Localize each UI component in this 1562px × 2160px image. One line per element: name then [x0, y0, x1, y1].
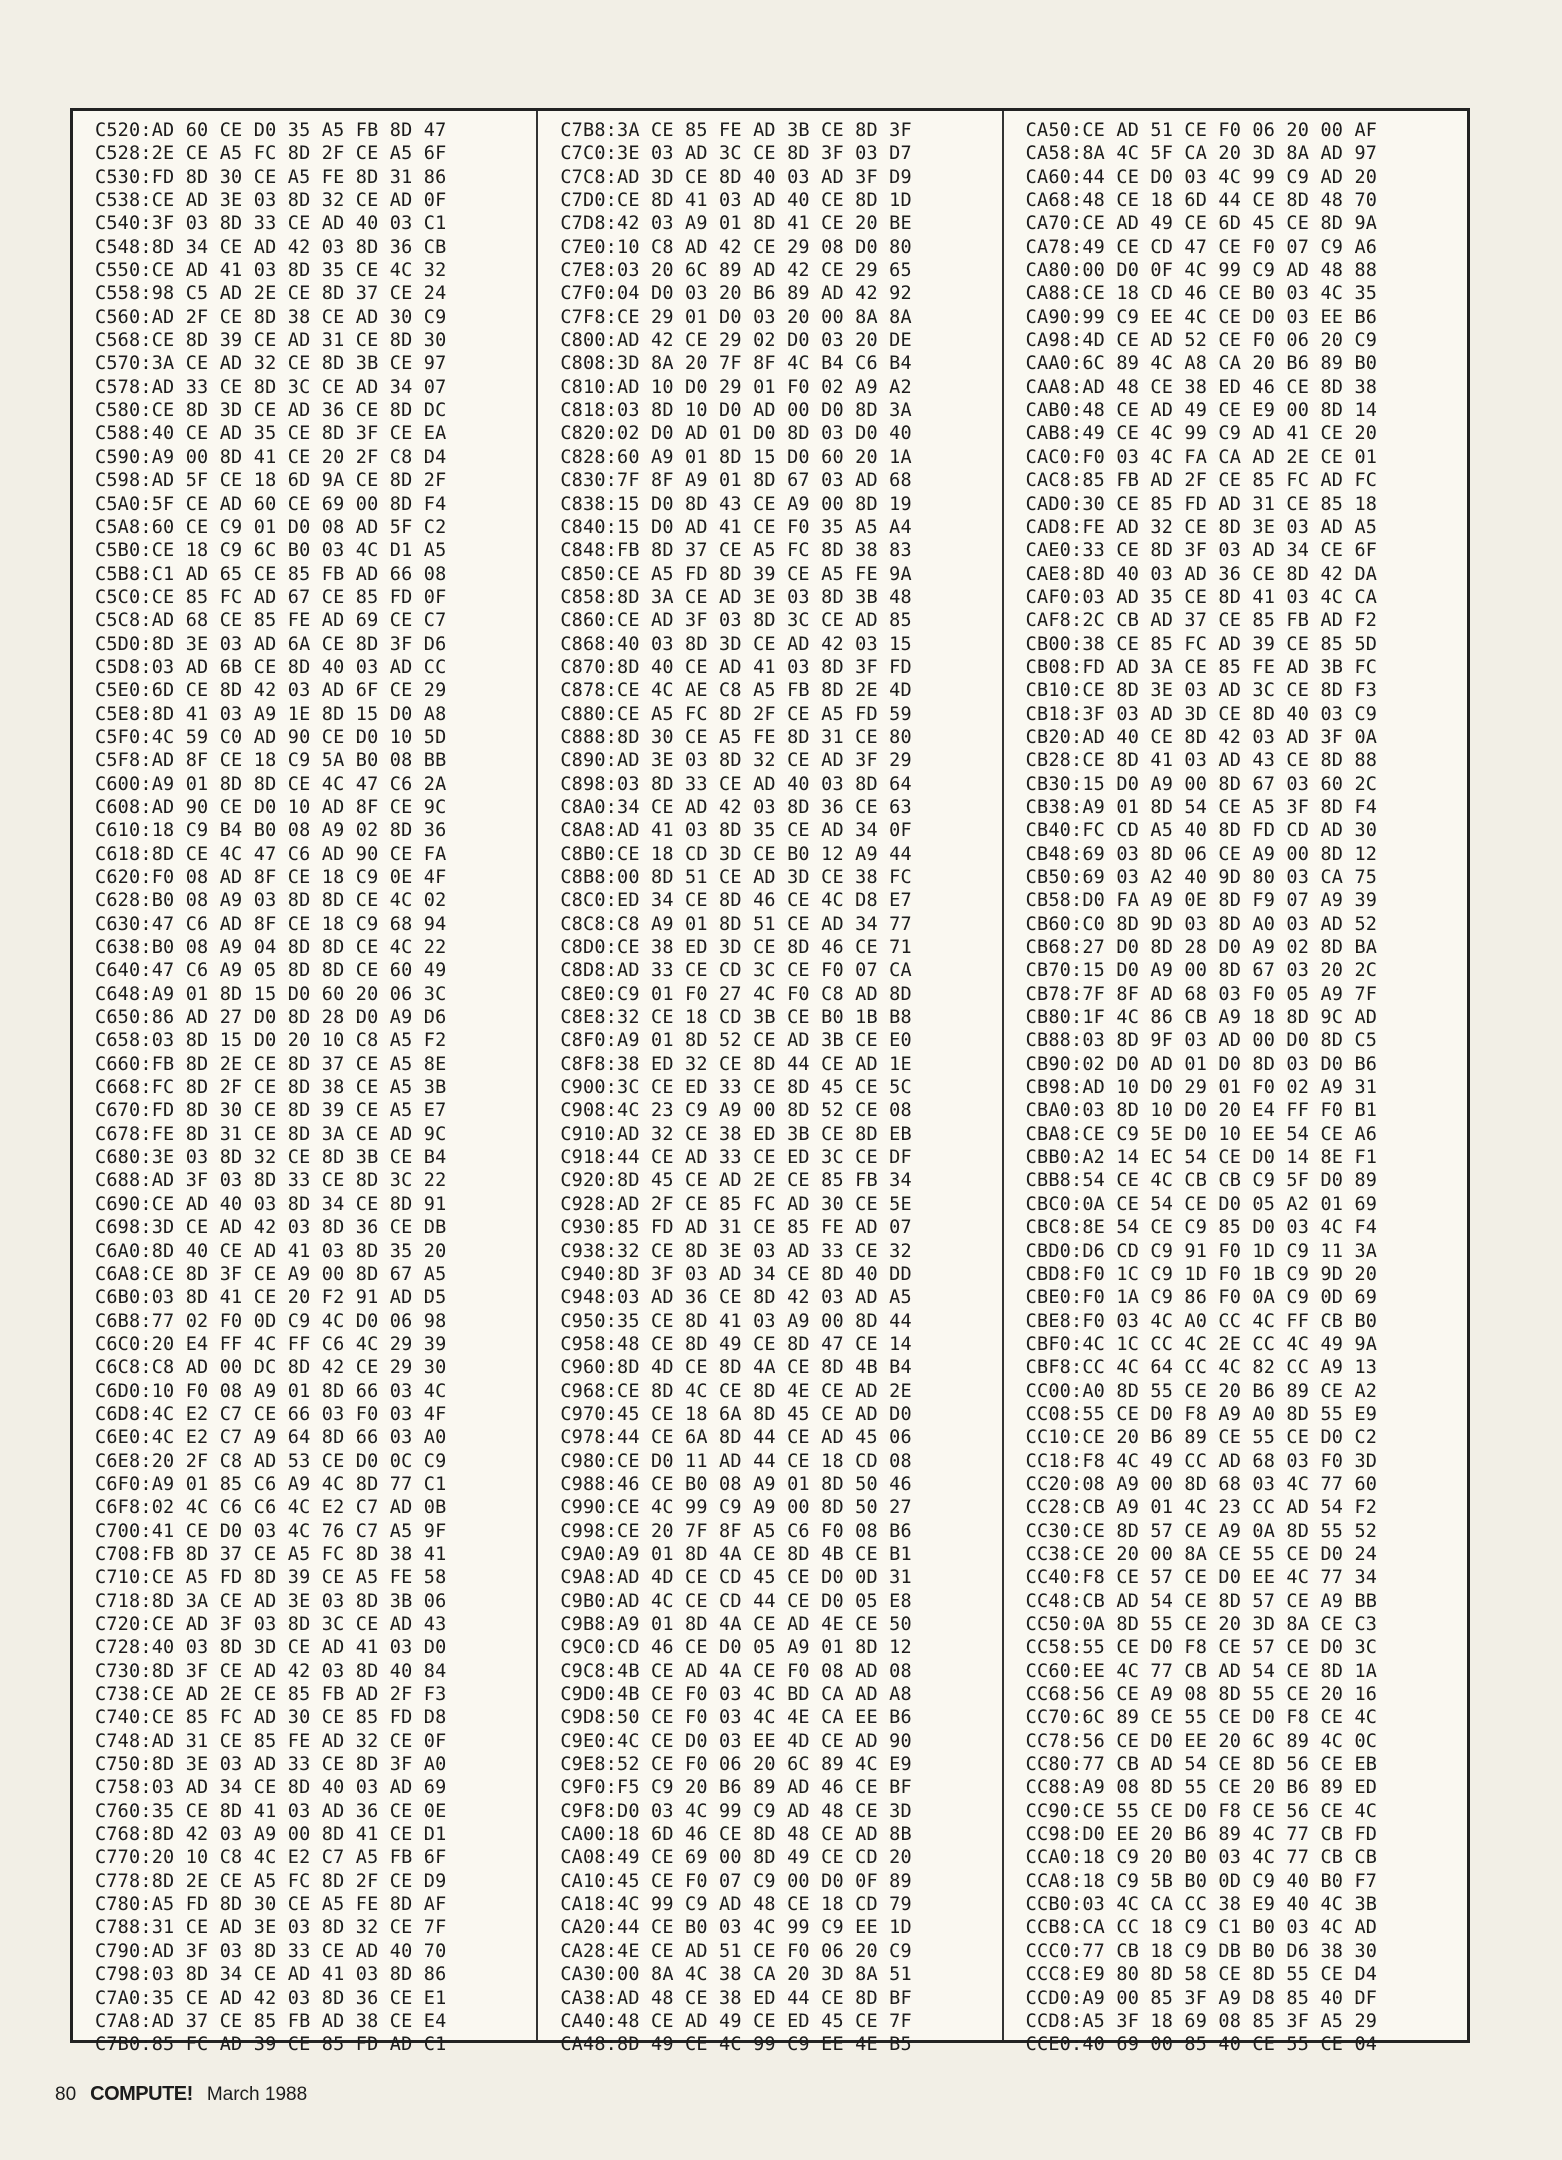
listing-line: C9E0:4C CE D0 03 EE 4D CE AD 90 — [560, 1730, 912, 1752]
listing-line: CAD8:FE AD 32 CE 8D 3E 03 AD A5 — [1025, 516, 1378, 538]
listing-line: C8B8:00 8D 51 CE AD 3D CE 38 FC — [560, 867, 912, 888]
listing-line: CB80:1F 4C 86 CB A9 18 8D 9C AD — [1025, 1007, 1378, 1029]
listing-line: C898:03 8D 33 CE AD 40 03 8D 64 — [560, 773, 912, 795]
listing-line: CB70:15 D0 A9 00 8D 67 03 20 2C — [1025, 960, 1378, 982]
listing-line: CB38:A9 01 8D 54 CE A5 3F 8D F4 — [1025, 796, 1378, 818]
listing-line: C658:03 8D 15 D0 20 10 C8 A5 F2 — [95, 1030, 447, 1052]
listing-line: CBB0:A2 14 EC 54 CE D0 14 8E F1 — [1025, 1147, 1378, 1169]
listing-line: C870:8D 40 CE AD 41 03 8D 3F FD — [560, 656, 912, 678]
listing-line: C878:CE 4C AE C8 A5 FB 8D 2E 4D — [560, 680, 912, 702]
listing-line: C7A0:35 CE AD 42 03 8D 36 CE E1 — [95, 1987, 447, 2009]
listing-line: C698:3D CE AD 42 03 8D 36 CE DB — [95, 1217, 447, 1239]
listing-line: C960:8D 4D CE 8D 4A CE 8D 4B B4 — [560, 1357, 912, 1379]
listing-line: C5A0:5F CE AD 60 CE 69 00 8D F4 — [95, 493, 447, 515]
listing-column-1 — [73, 111, 538, 2056]
listing-line: C900:3C CE ED 33 CE 8D 45 CE 5C — [560, 1077, 912, 1099]
listing-line: C560:AD 2F CE 8D 38 CE AD 30 C9 — [95, 306, 447, 328]
listing-line: C930:85 FD AD 31 CE 85 FE AD 07 — [560, 1217, 912, 1239]
listing-line: C748:AD 31 CE 85 FE AD 32 CE 0F — [95, 1730, 447, 1752]
listing-line: C710:CE A5 FD 8D 39 CE A5 FE 58 — [95, 1567, 447, 1589]
listing-line: CB58:D0 FA A9 0E 8D F9 07 A9 39 — [1025, 890, 1378, 912]
page-footer — [55, 2083, 307, 2106]
listing-line: C6E0:4C E2 C7 A9 64 8D 66 03 A0 — [95, 1427, 447, 1449]
listing-line: CBE8:F0 03 4C A0 CC 4C FF CB B0 — [1025, 1310, 1378, 1332]
listing-line: CA00:18 6D 46 CE 8D 48 CE AD 8B — [560, 1824, 912, 1846]
listing-line: CC40:F8 CE 57 CE D0 EE 4C 77 34 — [1025, 1567, 1378, 1589]
listing-line: C520:AD 60 CE D0 35 A5 FB 8D 47 — [95, 120, 447, 141]
listing-line: CB28:CE 8D 41 03 AD 43 CE 8D 88 — [1025, 750, 1378, 772]
listing-line: C678:FE 8D 31 CE 8D 3A CE AD 9C — [95, 1123, 447, 1145]
listing-line: C8C8:C8 A9 01 8D 51 CE AD 34 77 — [560, 913, 912, 935]
listing-line: C8A0:34 CE AD 42 03 8D 36 CE 63 — [560, 796, 912, 818]
listing-line: CB48:69 03 8D 06 CE A9 00 8D 12 — [1025, 843, 1378, 865]
listing-line: C648:A9 01 8D 15 D0 60 20 06 3C — [95, 983, 447, 1005]
listing-line: CBC0:0A CE 54 CE D0 05 A2 01 69 — [1025, 1193, 1378, 1215]
listing-line: CCE0:40 69 00 85 40 CE 55 CE 04 — [1025, 2034, 1378, 2056]
listing-line: CC50:0A 8D 55 CE 20 3D 8A CE C3 — [1025, 1614, 1378, 1635]
listing-line: CA18:4C 99 C9 AD 48 CE 18 CD 79 — [560, 1894, 912, 1916]
listing-line: CC20:08 A9 00 8D 68 03 4C 77 60 — [1025, 1473, 1378, 1495]
listing-line: C7A8:AD 37 CE 85 FB AD 38 CE E4 — [95, 2010, 447, 2032]
listing-line: C880:CE A5 FC 8D 2F CE A5 FD 59 — [560, 703, 912, 725]
listing-line: CC18:F8 4C 49 CC AD 68 03 F0 3D — [1025, 1450, 1378, 1472]
listing-line: CA70:CE AD 49 CE 6D 45 CE 8D 9A — [1025, 213, 1378, 235]
listing-line: CA08:49 CE 69 00 8D 49 CE CD 20 — [560, 1847, 912, 1869]
listing-line: C868:40 03 8D 3D CE AD 42 03 15 — [560, 633, 912, 655]
listing-line: C6A8:CE 8D 3F CE A9 00 8D 67 A5 — [95, 1263, 447, 1285]
listing-line: CB98:AD 10 D0 29 01 F0 02 A9 31 — [1025, 1077, 1378, 1099]
listing-line: C590:A9 00 8D 41 CE 20 2F C8 D4 — [95, 446, 447, 468]
listing-line: CAF0:03 AD 35 CE 8D 41 03 4C CA — [1025, 586, 1378, 608]
listing-line: CCC8:E9 80 8D 58 CE 8D 55 CE D4 — [1025, 1964, 1378, 1986]
listing-line: CAF8:2C CB AD 37 CE 85 FB AD F2 — [1025, 610, 1378, 632]
listing-line: C540:3F 03 8D 33 CE AD 40 03 C1 — [95, 213, 447, 235]
listing-line: C680:3E 03 8D 32 CE 8D 3B CE B4 — [95, 1147, 447, 1169]
program-listing — [70, 108, 1470, 2056]
listing-line: C770:20 10 C8 4C E2 C7 A5 FB 6F — [95, 1847, 447, 1869]
listing-line: CAC0:F0 03 4C FA CA AD 2E CE 01 — [1025, 446, 1378, 468]
listing-line: CB88:03 8D 9F 03 AD 00 D0 8D C5 — [1025, 1030, 1378, 1052]
listing-line: C888:8D 30 CE A5 FE 8D 31 CE 80 — [560, 726, 912, 748]
listing-line: C620:F0 08 AD 8F CE 18 C9 0E 4F — [95, 867, 447, 888]
listing-line: CA48:8D 49 CE 4C 99 C9 EE 4E B5 — [560, 2034, 912, 2056]
listing-line: CA50:CE AD 51 CE F0 06 20 00 AF — [1025, 120, 1378, 141]
listing-line: C5A8:60 CE C9 01 D0 08 AD 5F C2 — [95, 516, 447, 538]
listing-line: C640:47 C6 A9 05 8D 8D CE 60 49 — [95, 960, 447, 982]
listing-line: C668:FC 8D 2F CE 8D 38 CE A5 3B — [95, 1077, 447, 1099]
listing-line: CB50:69 03 A2 40 9D 80 03 CA 75 — [1025, 867, 1378, 888]
listing-line: C918:44 CE AD 33 CE ED 3C CE DF — [560, 1147, 912, 1169]
listing-line: C788:31 CE AD 3E 03 8D 32 CE 7F — [95, 1917, 447, 1939]
listing-line: C778:8D 2E CE A5 FC 8D 2F CE D9 — [95, 1870, 447, 1892]
listing-line: C758:03 AD 34 CE 8D 40 03 AD 69 — [95, 1777, 447, 1799]
listing-line: CA20:44 CE B0 03 4C 99 C9 EE 1D — [560, 1917, 912, 1939]
listing-line: C840:15 D0 AD 41 CE F0 35 A5 A4 — [560, 516, 912, 538]
listing-line: CC98:D0 EE 20 B6 89 4C 77 CB FD — [1025, 1824, 1378, 1846]
listing-line: C638:B0 08 A9 04 8D 8D CE 4C 22 — [95, 937, 447, 959]
listing-line: C8A8:AD 41 03 8D 35 CE AD 34 0F — [560, 820, 912, 842]
listing-line: C660:FB 8D 2E CE 8D 37 CE A5 8E — [95, 1053, 447, 1075]
listing-line: C860:CE AD 3F 03 8D 3C CE AD 85 — [560, 610, 912, 632]
listing-line: C9D8:50 CE F0 03 4C 4E CA EE B6 — [560, 1707, 912, 1729]
listing-line: C6A0:8D 40 CE AD 41 03 8D 35 20 — [95, 1240, 447, 1262]
listing-line: CCD0:A9 00 85 3F A9 D8 85 40 DF — [1025, 1987, 1378, 2009]
listing-line: CCC0:77 CB 18 C9 DB B0 D6 38 30 — [1025, 1940, 1378, 1962]
listing-line: C768:8D 42 03 A9 00 8D 41 CE D1 — [95, 1824, 447, 1846]
listing-line: CB68:27 D0 8D 28 D0 A9 02 8D BA — [1025, 937, 1378, 959]
listing-line: CBE0:F0 1A C9 86 F0 0A C9 0D 69 — [1025, 1287, 1378, 1309]
listing-line: C990:CE 4C 99 C9 A9 00 8D 50 27 — [560, 1497, 912, 1519]
listing-line: C5E0:6D CE 8D 42 03 AD 6F CE 29 — [95, 680, 447, 702]
listing-line: C650:86 AD 27 D0 8D 28 D0 A9 D6 — [95, 1007, 447, 1029]
issue-date: March 1988 — [206, 2084, 308, 2105]
listing-line: C830:7F 8F A9 01 8D 67 03 AD 68 — [560, 470, 912, 492]
listing-line: CA28:4E CE AD 51 CE F0 06 20 C9 — [560, 1940, 912, 1962]
listing-line: C728:40 03 8D 3D CE AD 41 03 D0 — [95, 1637, 447, 1659]
listing-line: CB00:38 CE 85 FC AD 39 CE 85 5D — [1025, 633, 1378, 655]
listing-line: C800:AD 42 CE 29 02 D0 03 20 DE — [560, 330, 912, 352]
listing-line: CAA8:AD 48 CE 38 ED 46 CE 8D 38 — [1025, 376, 1378, 398]
listing-line: CC88:A9 08 8D 55 CE 20 B6 89 ED — [1025, 1777, 1378, 1799]
listing-line: CBA8:CE C9 5E D0 10 EE 54 CE A6 — [1025, 1123, 1378, 1145]
listing-line: CAB0:48 CE AD 49 CE E9 00 8D 14 — [1025, 400, 1378, 422]
listing-line: C848:FB 8D 37 CE A5 FC 8D 38 83 — [560, 540, 912, 562]
listing-column-2 — [538, 111, 1003, 2056]
listing-line: C598:AD 5F CE 18 6D 9A CE 8D 2F — [95, 470, 447, 492]
listing-line: C6C8:C8 AD 00 DC 8D 42 CE 29 30 — [95, 1357, 447, 1379]
listing-line: CA38:AD 48 CE 38 ED 44 CE 8D BF — [560, 1987, 912, 2009]
listing-line: CCB8:CA CC 18 C9 C1 B0 03 4C AD — [1025, 1917, 1378, 1939]
listing-line: CC30:CE 8D 57 CE A9 0A 8D 55 52 — [1025, 1520, 1378, 1542]
listing-line: C780:A5 FD 8D 30 CE A5 FE 8D AF — [95, 1894, 447, 1916]
listing-line: CAD0:30 CE 85 FD AD 31 CE 85 18 — [1025, 493, 1378, 515]
listing-column-3 — [1004, 111, 1467, 2056]
listing-line: C798:03 8D 34 CE AD 41 03 8D 86 — [95, 1964, 447, 1986]
listing-line: C8D8:AD 33 CE CD 3C CE F0 07 CA — [560, 960, 912, 982]
listing-line: CA68:48 CE 18 6D 44 CE 8D 48 70 — [1025, 190, 1378, 212]
listing-line: C5D0:8D 3E 03 AD 6A CE 8D 3F D6 — [95, 633, 447, 655]
listing-line: C538:CE AD 3E 03 8D 32 CE AD 0F — [95, 190, 447, 212]
listing-line: CAB8:49 CE 4C 99 C9 AD 41 CE 20 — [1025, 423, 1378, 445]
listing-line: CC58:55 CE D0 F8 CE 57 CE D0 3C — [1025, 1637, 1378, 1659]
listing-line: C938:32 CE 8D 3E 03 AD 33 CE 32 — [560, 1240, 912, 1262]
listing-line: C9B8:A9 01 8D 4A CE AD 4E CE 50 — [560, 1614, 912, 1635]
listing-line: C6B8:77 02 F0 0D C9 4C D0 06 98 — [95, 1310, 447, 1332]
listing-line: C8E0:C9 01 F0 27 4C F0 C8 AD 8D — [560, 983, 912, 1005]
listing-line: C7D0:CE 8D 41 03 AD 40 CE 8D 1D — [560, 190, 912, 212]
listing-line: C5B8:C1 AD 65 CE 85 FB AD 66 08 — [95, 563, 447, 585]
magazine-name: COMPUTE! — [90, 2083, 193, 2105]
listing-line: CC68:56 CE A9 08 8D 55 CE 20 16 — [1025, 1684, 1378, 1706]
listing-line: CB78:7F 8F AD 68 03 F0 05 A9 7F — [1025, 983, 1378, 1005]
listing-line: C9C0:CD 46 CE D0 05 A9 01 8D 12 — [560, 1637, 912, 1659]
listing-line: CAE8:8D 40 03 AD 36 CE 8D 42 DA — [1025, 563, 1378, 585]
listing-line: C738:CE AD 2E CE 85 FB AD 2F F3 — [95, 1684, 447, 1706]
listing-line: C608:AD 90 CE D0 10 AD 8F CE 9C — [95, 796, 447, 818]
listing-line: C6C0:20 E4 FF 4C FF C6 4C 29 39 — [95, 1333, 447, 1355]
listing-line: C820:02 D0 AD 01 D0 8D 03 D0 40 — [560, 423, 912, 445]
listing-line: C8B0:CE 18 CD 3D CE B0 12 A9 44 — [560, 843, 912, 865]
listing-line: CBF0:4C 1C CC 4C 2E CC 4C 49 9A — [1025, 1333, 1378, 1355]
listing-line: C670:FD 8D 30 CE 8D 39 CE A5 E7 — [95, 1100, 447, 1122]
listing-line: C920:8D 45 CE AD 2E CE 85 FB 34 — [560, 1170, 912, 1192]
listing-line: C9A0:A9 01 8D 4A CE 8D 4B CE B1 — [560, 1543, 912, 1565]
listing-line: C858:8D 3A CE AD 3E 03 8D 3B 48 — [560, 586, 912, 608]
listing-line: C928:AD 2F CE 85 FC AD 30 CE 5E — [560, 1193, 912, 1215]
listing-line: C760:35 CE 8D 41 03 AD 36 CE 0E — [95, 1800, 447, 1822]
listing-line: C628:B0 08 A9 03 8D 8D CE 4C 02 — [95, 890, 447, 912]
listing-line: C6E8:20 2F C8 AD 53 CE D0 0C C9 — [95, 1450, 447, 1472]
listing-line: C740:CE 85 FC AD 30 CE 85 FD D8 — [95, 1707, 447, 1729]
listing-line: C730:8D 3F CE AD 42 03 8D 40 84 — [95, 1660, 447, 1682]
listing-line: C948:03 AD 36 CE 8D 42 03 AD A5 — [560, 1287, 912, 1309]
listing-line: C558:98 C5 AD 2E CE 8D 37 CE 24 — [95, 283, 447, 305]
listing-line: C708:FB 8D 37 CE A5 FC 8D 38 41 — [95, 1543, 447, 1565]
listing-line: C5E8:8D 41 03 A9 1E 8D 15 D0 A8 — [95, 703, 447, 725]
listing-line: C6F8:02 4C C6 C6 4C E2 C7 AD 0B — [95, 1497, 447, 1519]
listing-line: C970:45 CE 18 6A 8D 45 CE AD D0 — [560, 1403, 912, 1425]
listing-line: C600:A9 01 8D 8D CE 4C 47 C6 2A — [95, 773, 447, 795]
listing-line: C850:CE A5 FD 8D 39 CE A5 FE 9A — [560, 563, 912, 585]
listing-line: C910:AD 32 CE 38 ED 3B CE 8D EB — [560, 1123, 912, 1145]
listing-line: CC08:55 CE D0 F8 A9 A0 8D 55 E9 — [1025, 1403, 1378, 1425]
listing-line: CC80:77 CB AD 54 CE 8D 56 CE EB — [1025, 1754, 1378, 1776]
listing-line: C720:CE AD 3F 03 8D 3C CE AD 43 — [95, 1614, 447, 1635]
listing-line: CC48:CB AD 54 CE 8D 57 CE A9 BB — [1025, 1590, 1378, 1612]
listing-line: CB30:15 D0 A9 00 8D 67 03 60 2C — [1025, 773, 1378, 795]
listing-line: C7C0:3E 03 AD 3C CE 8D 3F 03 D7 — [560, 143, 912, 165]
listing-line: C7E8:03 20 6C 89 AD 42 CE 29 65 — [560, 260, 912, 282]
listing-line: C5F0:4C 59 C0 AD 90 CE D0 10 5D — [95, 726, 447, 748]
listing-line: C528:2E CE A5 FC 8D 2F CE A5 6F — [95, 143, 447, 165]
listing-line: CA40:48 CE AD 49 CE ED 45 CE 7F — [560, 2010, 912, 2032]
listing-line: CA10:45 CE F0 07 C9 00 D0 0F 89 — [560, 1870, 912, 1892]
listing-line: C6D8:4C E2 C7 CE 66 03 F0 03 4F — [95, 1403, 447, 1425]
listing-line: C700:41 CE D0 03 4C 76 C7 A5 9F — [95, 1520, 447, 1542]
listing-line: CA88:CE 18 CD 46 CE B0 03 4C 35 — [1025, 283, 1378, 305]
listing-line: CAA0:6C 89 4C A8 CA 20 B6 89 B0 — [1025, 353, 1378, 375]
listing-line: CBC8:8E 54 CE C9 85 D0 03 4C F4 — [1025, 1217, 1378, 1239]
listing-line: CCD8:A5 3F 18 69 08 85 3F A5 29 — [1025, 2010, 1378, 2032]
page-number: 80 — [55, 2084, 77, 2105]
listing-line: C908:4C 23 C9 A9 00 8D 52 CE 08 — [560, 1100, 912, 1122]
listing-line: C7D8:42 03 A9 01 8D 41 CE 20 BE — [560, 213, 912, 235]
listing-line: CAE0:33 CE 8D 3F 03 AD 34 CE 6F — [1025, 540, 1378, 562]
listing-line: C8D0:CE 38 ED 3D CE 8D 46 CE 71 — [560, 937, 912, 959]
listing-line: C5F8:AD 8F CE 18 C9 5A B0 08 BB — [95, 750, 447, 772]
listing-line: C838:15 D0 8D 43 CE A9 00 8D 19 — [560, 493, 912, 515]
listing-line: C9B0:AD 4C CE CD 44 CE D0 05 E8 — [560, 1590, 912, 1612]
listing-line: CB08:FD AD 3A CE 85 FE AD 3B FC — [1025, 656, 1378, 678]
listing-line: C718:8D 3A CE AD 3E 03 8D 3B 06 — [95, 1590, 447, 1612]
listing-line: C958:48 CE 8D 49 CE 8D 47 CE 14 — [560, 1333, 912, 1355]
listing-line: C7B8:3A CE 85 FE AD 3B CE 8D 3F — [560, 120, 912, 141]
listing-line: C7F0:04 D0 03 20 B6 89 AD 42 92 — [560, 283, 912, 305]
listing-line: C9E8:52 CE F0 06 20 6C 89 4C E9 — [560, 1754, 912, 1776]
listing-line: CB18:3F 03 AD 3D CE 8D 40 03 C9 — [1025, 703, 1378, 725]
listing-line: C808:3D 8A 20 7F 8F 4C B4 C6 B4 — [560, 353, 912, 375]
listing-line: CA80:00 D0 0F 4C 99 C9 AD 48 88 — [1025, 260, 1378, 282]
listing-line: CBD0:D6 CD C9 91 F0 1D C9 11 3A — [1025, 1240, 1378, 1262]
listing-line: CA30:00 8A 4C 38 CA 20 3D 8A 51 — [560, 1964, 912, 1986]
listing-line: C610:18 C9 B4 B0 08 A9 02 8D 36 — [95, 820, 447, 842]
listing-line: CC28:CB A9 01 4C 23 CC AD 54 F2 — [1025, 1497, 1378, 1519]
listing-line: C618:8D CE 4C 47 C6 AD 90 CE FA — [95, 843, 447, 865]
listing-line: CC38:CE 20 00 8A CE 55 CE D0 24 — [1025, 1543, 1378, 1565]
listing-line: C6F0:A9 01 85 C6 A9 4C 8D 77 C1 — [95, 1473, 447, 1495]
listing-line: C818:03 8D 10 D0 AD 00 D0 8D 3A — [560, 400, 912, 422]
listing-line: CCA0:18 C9 20 B0 03 4C 77 CB CB — [1025, 1847, 1378, 1869]
listing-line: CC90:CE 55 CE D0 F8 CE 56 CE 4C — [1025, 1800, 1378, 1822]
listing-line: CCA8:18 C9 5B B0 0D C9 40 B0 F7 — [1025, 1870, 1378, 1892]
listing-line: C588:40 CE AD 35 CE 8D 3F CE EA — [95, 423, 447, 445]
listing-line: CA98:4D CE AD 52 CE F0 06 20 C9 — [1025, 330, 1378, 352]
listing-line: C8F8:38 ED 32 CE 8D 44 CE AD 1E — [560, 1053, 912, 1075]
listing-line: C9A8:AD 4D CE CD 45 CE D0 0D 31 — [560, 1567, 912, 1589]
listing-line: C998:CE 20 7F 8F A5 C6 F0 08 B6 — [560, 1520, 912, 1542]
listing-line: C578:AD 33 CE 8D 3C CE AD 34 07 — [95, 376, 447, 398]
listing-line: C828:60 A9 01 8D 15 D0 60 20 1A — [560, 446, 912, 468]
listing-line: C7F8:CE 29 01 D0 03 20 00 8A 8A — [560, 306, 912, 328]
listing-line: C580:CE 8D 3D CE AD 36 CE 8D DC — [95, 400, 447, 422]
listing-line: C7C8:AD 3D CE 8D 40 03 AD 3F D9 — [560, 166, 912, 188]
listing-line: C630:47 C6 AD 8F CE 18 C9 68 94 — [95, 913, 447, 935]
listing-line: CAC8:85 FB AD 2F CE 85 FC AD FC — [1025, 470, 1378, 492]
listing-line: C8E8:32 CE 18 CD 3B CE B0 1B B8 — [560, 1007, 912, 1029]
listing-line: CC70:6C 89 CE 55 CE D0 F8 CE 4C — [1025, 1707, 1378, 1729]
listing-line: CC00:A0 8D 55 CE 20 B6 89 CE A2 — [1025, 1380, 1378, 1402]
listing-line: C690:CE AD 40 03 8D 34 CE 8D 91 — [95, 1193, 447, 1215]
listing-line: C8F0:A9 01 8D 52 CE AD 3B CE E0 — [560, 1030, 912, 1052]
listing-line: C9F0:F5 C9 20 B6 89 AD 46 CE BF — [560, 1777, 912, 1799]
listing-line: CBF8:CC 4C 64 CC 4C 82 CC A9 13 — [1025, 1357, 1378, 1379]
listing-line: CBD8:F0 1C C9 1D F0 1B C9 9D 20 — [1025, 1263, 1378, 1285]
listing-line: CA58:8A 4C 5F CA 20 3D 8A AD 97 — [1025, 143, 1378, 165]
listing-line: CA90:99 C9 EE 4C CE D0 03 EE B6 — [1025, 306, 1378, 328]
listing-line: C568:CE 8D 39 CE AD 31 CE 8D 30 — [95, 330, 447, 352]
listing-line: C5C8:AD 68 CE 85 FE AD 69 CE C7 — [95, 610, 447, 632]
listing-line: CCB0:03 4C CA CC 38 E9 40 4C 3B — [1025, 1894, 1378, 1916]
listing-line: C750:8D 3E 03 AD 33 CE 8D 3F A0 — [95, 1754, 447, 1776]
listing-line: CBA0:03 8D 10 D0 20 E4 FF F0 B1 — [1025, 1100, 1378, 1122]
listing-line: CB40:FC CD A5 40 8D FD CD AD 30 — [1025, 820, 1378, 842]
listing-line: CB10:CE 8D 3E 03 AD 3C CE 8D F3 — [1025, 680, 1378, 702]
listing-line: C5B0:CE 18 C9 6C B0 03 4C D1 A5 — [95, 540, 447, 562]
listing-line: CA60:44 CE D0 03 4C 99 C9 AD 20 — [1025, 166, 1378, 188]
listing-line: C550:CE AD 41 03 8D 35 CE 4C 32 — [95, 260, 447, 282]
listing-line: C530:FD 8D 30 CE A5 FE 8D 31 86 — [95, 166, 447, 188]
listing-line: C810:AD 10 D0 29 01 F0 02 A9 A2 — [560, 376, 912, 398]
listing-line: C950:35 CE 8D 41 03 A9 00 8D 44 — [560, 1310, 912, 1332]
listing-line: C978:44 CE 6A 8D 44 CE AD 45 06 — [560, 1427, 912, 1449]
listing-line: C790:AD 3F 03 8D 33 CE AD 40 70 — [95, 1940, 447, 1962]
listing-line: C7B0:85 FC AD 39 CE 85 FD AD C1 — [95, 2034, 447, 2056]
listing-line: C570:3A CE AD 32 CE 8D 3B CE 97 — [95, 353, 447, 375]
listing-line: C9F8:D0 03 4C 99 C9 AD 48 CE 3D — [560, 1800, 912, 1822]
listing-line: C8C0:ED 34 CE 8D 46 CE 4C D8 E7 — [560, 890, 912, 912]
listing-line: C968:CE 8D 4C CE 8D 4E CE AD 2E — [560, 1380, 912, 1402]
listing-line: C6B0:03 8D 41 CE 20 F2 91 AD D5 — [95, 1287, 447, 1309]
listing-line: C5C0:CE 85 FC AD 67 CE 85 FD 0F — [95, 586, 447, 608]
listing-line: C988:46 CE B0 08 A9 01 8D 50 46 — [560, 1473, 912, 1495]
listing-line: C7E0:10 C8 AD 42 CE 29 08 D0 80 — [560, 236, 912, 258]
listing-line: C5D8:03 AD 6B CE 8D 40 03 AD CC — [95, 656, 447, 678]
listing-line: C980:CE D0 11 AD 44 CE 18 CD 08 — [560, 1450, 912, 1472]
listing-line: C940:8D 3F 03 AD 34 CE 8D 40 DD — [560, 1263, 912, 1285]
listing-line: CA78:49 CE CD 47 CE F0 07 C9 A6 — [1025, 236, 1378, 258]
listing-line: C890:AD 3E 03 8D 32 CE AD 3F 29 — [560, 750, 912, 772]
listing-line: C548:8D 34 CE AD 42 03 8D 36 CB — [95, 236, 447, 258]
listing-line: C6D0:10 F0 08 A9 01 8D 66 03 4C — [95, 1380, 447, 1402]
listing-line: CB20:AD 40 CE 8D 42 03 AD 3F 0A — [1025, 726, 1378, 748]
listing-line: C9D0:4B CE F0 03 4C BD CA AD A8 — [560, 1684, 912, 1706]
listing-line: C9C8:4B CE AD 4A CE F0 08 AD 08 — [560, 1660, 912, 1682]
listing-line: CC10:CE 20 B6 89 CE 55 CE D0 C2 — [1025, 1427, 1378, 1449]
listing-line: CC60:EE 4C 77 CB AD 54 CE 8D 1A — [1025, 1660, 1378, 1682]
listing-line: CB90:02 D0 AD 01 D0 8D 03 D0 B6 — [1025, 1053, 1378, 1075]
listing-line: CC78:56 CE D0 EE 20 6C 89 4C 0C — [1025, 1730, 1378, 1752]
listing-line: C688:AD 3F 03 8D 33 CE 8D 3C 22 — [95, 1170, 447, 1192]
listing-line: CBB8:54 CE 4C CB CB C9 5F D0 89 — [1025, 1170, 1378, 1192]
listing-line: CB60:C0 8D 9D 03 8D A0 03 AD 52 — [1025, 913, 1378, 935]
